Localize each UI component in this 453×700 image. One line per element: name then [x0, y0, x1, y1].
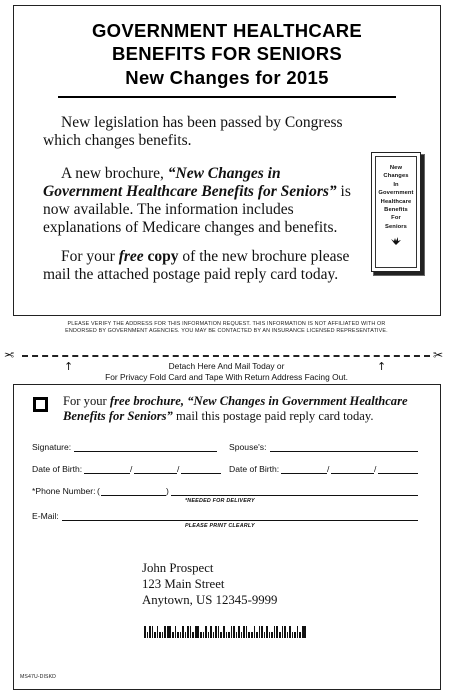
barcode-bar — [167, 626, 169, 638]
form-code: MS47U-DISKD — [20, 674, 56, 680]
brochure-paragraph — [43, 165, 361, 237]
spouse-dob-label: Date of Birth: — [229, 464, 280, 474]
spouse-dob-month-field[interactable] — [281, 473, 327, 474]
barcode-bar — [144, 626, 146, 638]
barcode-bar — [228, 632, 230, 638]
barcode-bar — [195, 626, 197, 638]
request-paragraph-prefix: For your — [61, 248, 119, 265]
barcode-bar — [210, 626, 212, 638]
phone-label: *Phone Number: — [32, 486, 96, 496]
barcode-bar — [205, 626, 207, 638]
print-clearly-note: PLEASE PRINT CLEARLY — [185, 523, 255, 529]
signature-label: Signature: — [32, 442, 72, 452]
barcode-bar — [236, 632, 238, 638]
barcode-bar — [266, 626, 268, 638]
barcode-bar — [231, 626, 233, 638]
barcode-bar — [294, 632, 296, 638]
barcode-bar — [289, 626, 291, 638]
phone-paren-close: ) — [166, 486, 169, 496]
barcode-bar — [276, 626, 278, 638]
recipient-name: John Prospect — [142, 561, 214, 575]
brochure-line: Seniors — [385, 223, 407, 230]
barcode-bar — [251, 632, 253, 638]
barcode-bar — [175, 626, 177, 638]
barcode-bar — [304, 626, 306, 638]
free-text: free — [118, 248, 144, 265]
headline-rule — [58, 96, 396, 98]
barcode-bar — [169, 626, 171, 638]
barcode-bar — [243, 626, 245, 638]
perforation-dashes — [22, 355, 430, 357]
barcode-bar — [248, 632, 250, 638]
barcode-bar — [226, 632, 228, 638]
brochure-line: Benefits — [384, 207, 408, 214]
barcode-bar — [147, 632, 149, 638]
barcode-bar — [149, 626, 151, 638]
offer-suffix: mail this postage paid reply card today. — [172, 408, 374, 423]
barcode-bar — [271, 632, 273, 638]
recipient-city: Anytown, US 12345-9999 — [142, 593, 278, 607]
arrow-up-right-icon: ↑ — [377, 360, 387, 373]
headline-line-3: New Changes for 2015 — [125, 67, 329, 88]
barcode-bar — [223, 626, 225, 638]
phone-area-code-field[interactable] — [101, 495, 166, 496]
barcode-bar — [246, 626, 248, 638]
spouse-dob-day-field[interactable] — [331, 473, 374, 474]
request-paragraph-suffix: of the new brochure please mail the attached postage paid reply card today. — [43, 248, 350, 283]
brochure-paragraph-prefix: A new brochure, — [61, 165, 168, 182]
brochure-line: New — [389, 165, 403, 171]
barcode-bar — [187, 626, 189, 638]
brochure-line: For — [391, 215, 401, 222]
barcode-bar — [177, 632, 179, 638]
brochure-title-text: “New Changes in Government Healthcare Benefits for Seniors” — [43, 165, 337, 200]
reply-card — [13, 384, 441, 690]
brochure-line: Government — [378, 190, 414, 197]
barcode-bar — [180, 632, 182, 638]
dob-separator: / — [177, 464, 180, 474]
barcode-bar — [292, 632, 294, 638]
spouse-signature-field[interactable] — [270, 451, 418, 452]
phone-paren-open: ( — [97, 486, 100, 496]
barcode-bar — [154, 632, 156, 638]
headline-line-1: GOVERNMENT HEALTHCARE — [91, 20, 363, 41]
barcode-bar — [254, 626, 256, 638]
dob-day-field[interactable] — [134, 473, 177, 474]
brochure-line: Healthcare — [380, 198, 412, 205]
eagle-logo-icon — [390, 236, 402, 245]
dob-label: Date of Birth: — [32, 464, 83, 474]
barcode-bar — [157, 626, 159, 638]
phone-number-field[interactable] — [171, 495, 418, 496]
copy-text: copy — [143, 248, 179, 265]
barcode-bar — [159, 632, 161, 638]
barcode-bar — [261, 626, 263, 638]
detach-instruction-line-1: Detach Here And Mail Today or — [168, 361, 285, 371]
barcode-bar — [218, 626, 220, 638]
barcode-bar — [203, 632, 205, 638]
brochure-paragraph-suffix: is now available. The information includes explanations of Medicare changes and benefits. — [43, 183, 351, 236]
signature-field[interactable] — [74, 451, 217, 452]
barcode-bar — [256, 632, 258, 638]
barcode-bar — [279, 632, 281, 638]
scissors-left-icon: ✂ — [4, 348, 15, 362]
barcode-bar — [259, 626, 261, 638]
barcode-bar — [287, 632, 289, 638]
offer-text — [63, 394, 433, 423]
brochure-line: Changes — [383, 173, 409, 180]
spouse-label: Spouse's: — [229, 442, 267, 452]
barcode-bar — [185, 632, 187, 638]
barcode-bar — [162, 632, 164, 638]
scissors-right-icon: ✂ — [433, 348, 444, 362]
barcode-bar — [152, 626, 154, 638]
barcode-bar — [238, 626, 240, 638]
barcode-bar — [302, 626, 304, 638]
barcode-bar — [200, 632, 202, 638]
disclaimer — [40, 321, 413, 335]
barcode-bar — [182, 626, 184, 638]
barcode-bar — [284, 626, 286, 638]
request-paragraph — [43, 248, 361, 284]
barcode-bar — [297, 626, 299, 638]
brochure-line: In — [393, 181, 399, 188]
dob-separator: / — [130, 464, 133, 474]
barcode-bar — [299, 632, 301, 638]
barcode-bar — [172, 632, 174, 638]
dob-year-field[interactable] — [181, 473, 221, 474]
phone-delivery-note: *NEEDED FOR DELIVERY — [185, 498, 255, 504]
barcode-bar — [197, 626, 199, 638]
request-checkbox[interactable] — [33, 397, 48, 412]
notice-panel — [13, 5, 441, 316]
dob-month-field[interactable] — [84, 473, 130, 474]
barcode-bar — [264, 632, 266, 638]
postal-barcode — [144, 626, 307, 638]
barcode-bar — [274, 626, 276, 638]
headline-line-2: BENEFITS FOR SENIORS — [111, 43, 343, 64]
barcode-bar — [241, 632, 243, 638]
barcode-bar — [269, 632, 271, 638]
brochure-thumbnail — [371, 152, 421, 272]
barcode-bar — [282, 626, 284, 638]
barcode-bar — [233, 626, 235, 638]
barcode-bar — [164, 626, 166, 638]
barcode-bar — [220, 632, 222, 638]
dob-separator: / — [327, 464, 330, 474]
barcode-bar — [208, 632, 210, 638]
recipient-street: 123 Main Street — [142, 577, 225, 591]
email-field[interactable] — [62, 520, 418, 521]
barcode-bar — [190, 626, 192, 638]
arrow-up-left-icon: ↑ — [64, 360, 74, 373]
email-label: E-Mail: — [32, 511, 59, 521]
disclaimer-line-2: ENDORSED BY GOVERNMENT AGENCIES. YOU MAY BE CONTACTED BY AN INSURANCE LICENSED REPRESENTATIVE. — [65, 328, 388, 334]
legislation-paragraph: New legislation has been passed by Congress which changes benefits. — [43, 114, 343, 149]
barcode-bar — [213, 632, 215, 638]
brochure-cover — [375, 156, 417, 268]
disclaimer-line-1: PLEASE VERIFY THE ADDRESS FOR THIS INFORMATION REQUEST. THIS INFORMATION IS NOT AFFILIATED WITH OR — [67, 321, 386, 327]
barcode-bar — [215, 626, 217, 638]
dob-separator: / — [374, 464, 377, 474]
offer-title: free brochure, “New Changes in Government Healthcare Benefits for Seniors” — [63, 394, 408, 423]
spouse-dob-year-field[interactable] — [378, 473, 418, 474]
barcode-bar — [192, 632, 194, 638]
detach-instruction-line-2: For Privacy Fold Card and Tape With Return Address Facing Out. — [105, 372, 348, 382]
offer-prefix: For your — [63, 394, 110, 408]
